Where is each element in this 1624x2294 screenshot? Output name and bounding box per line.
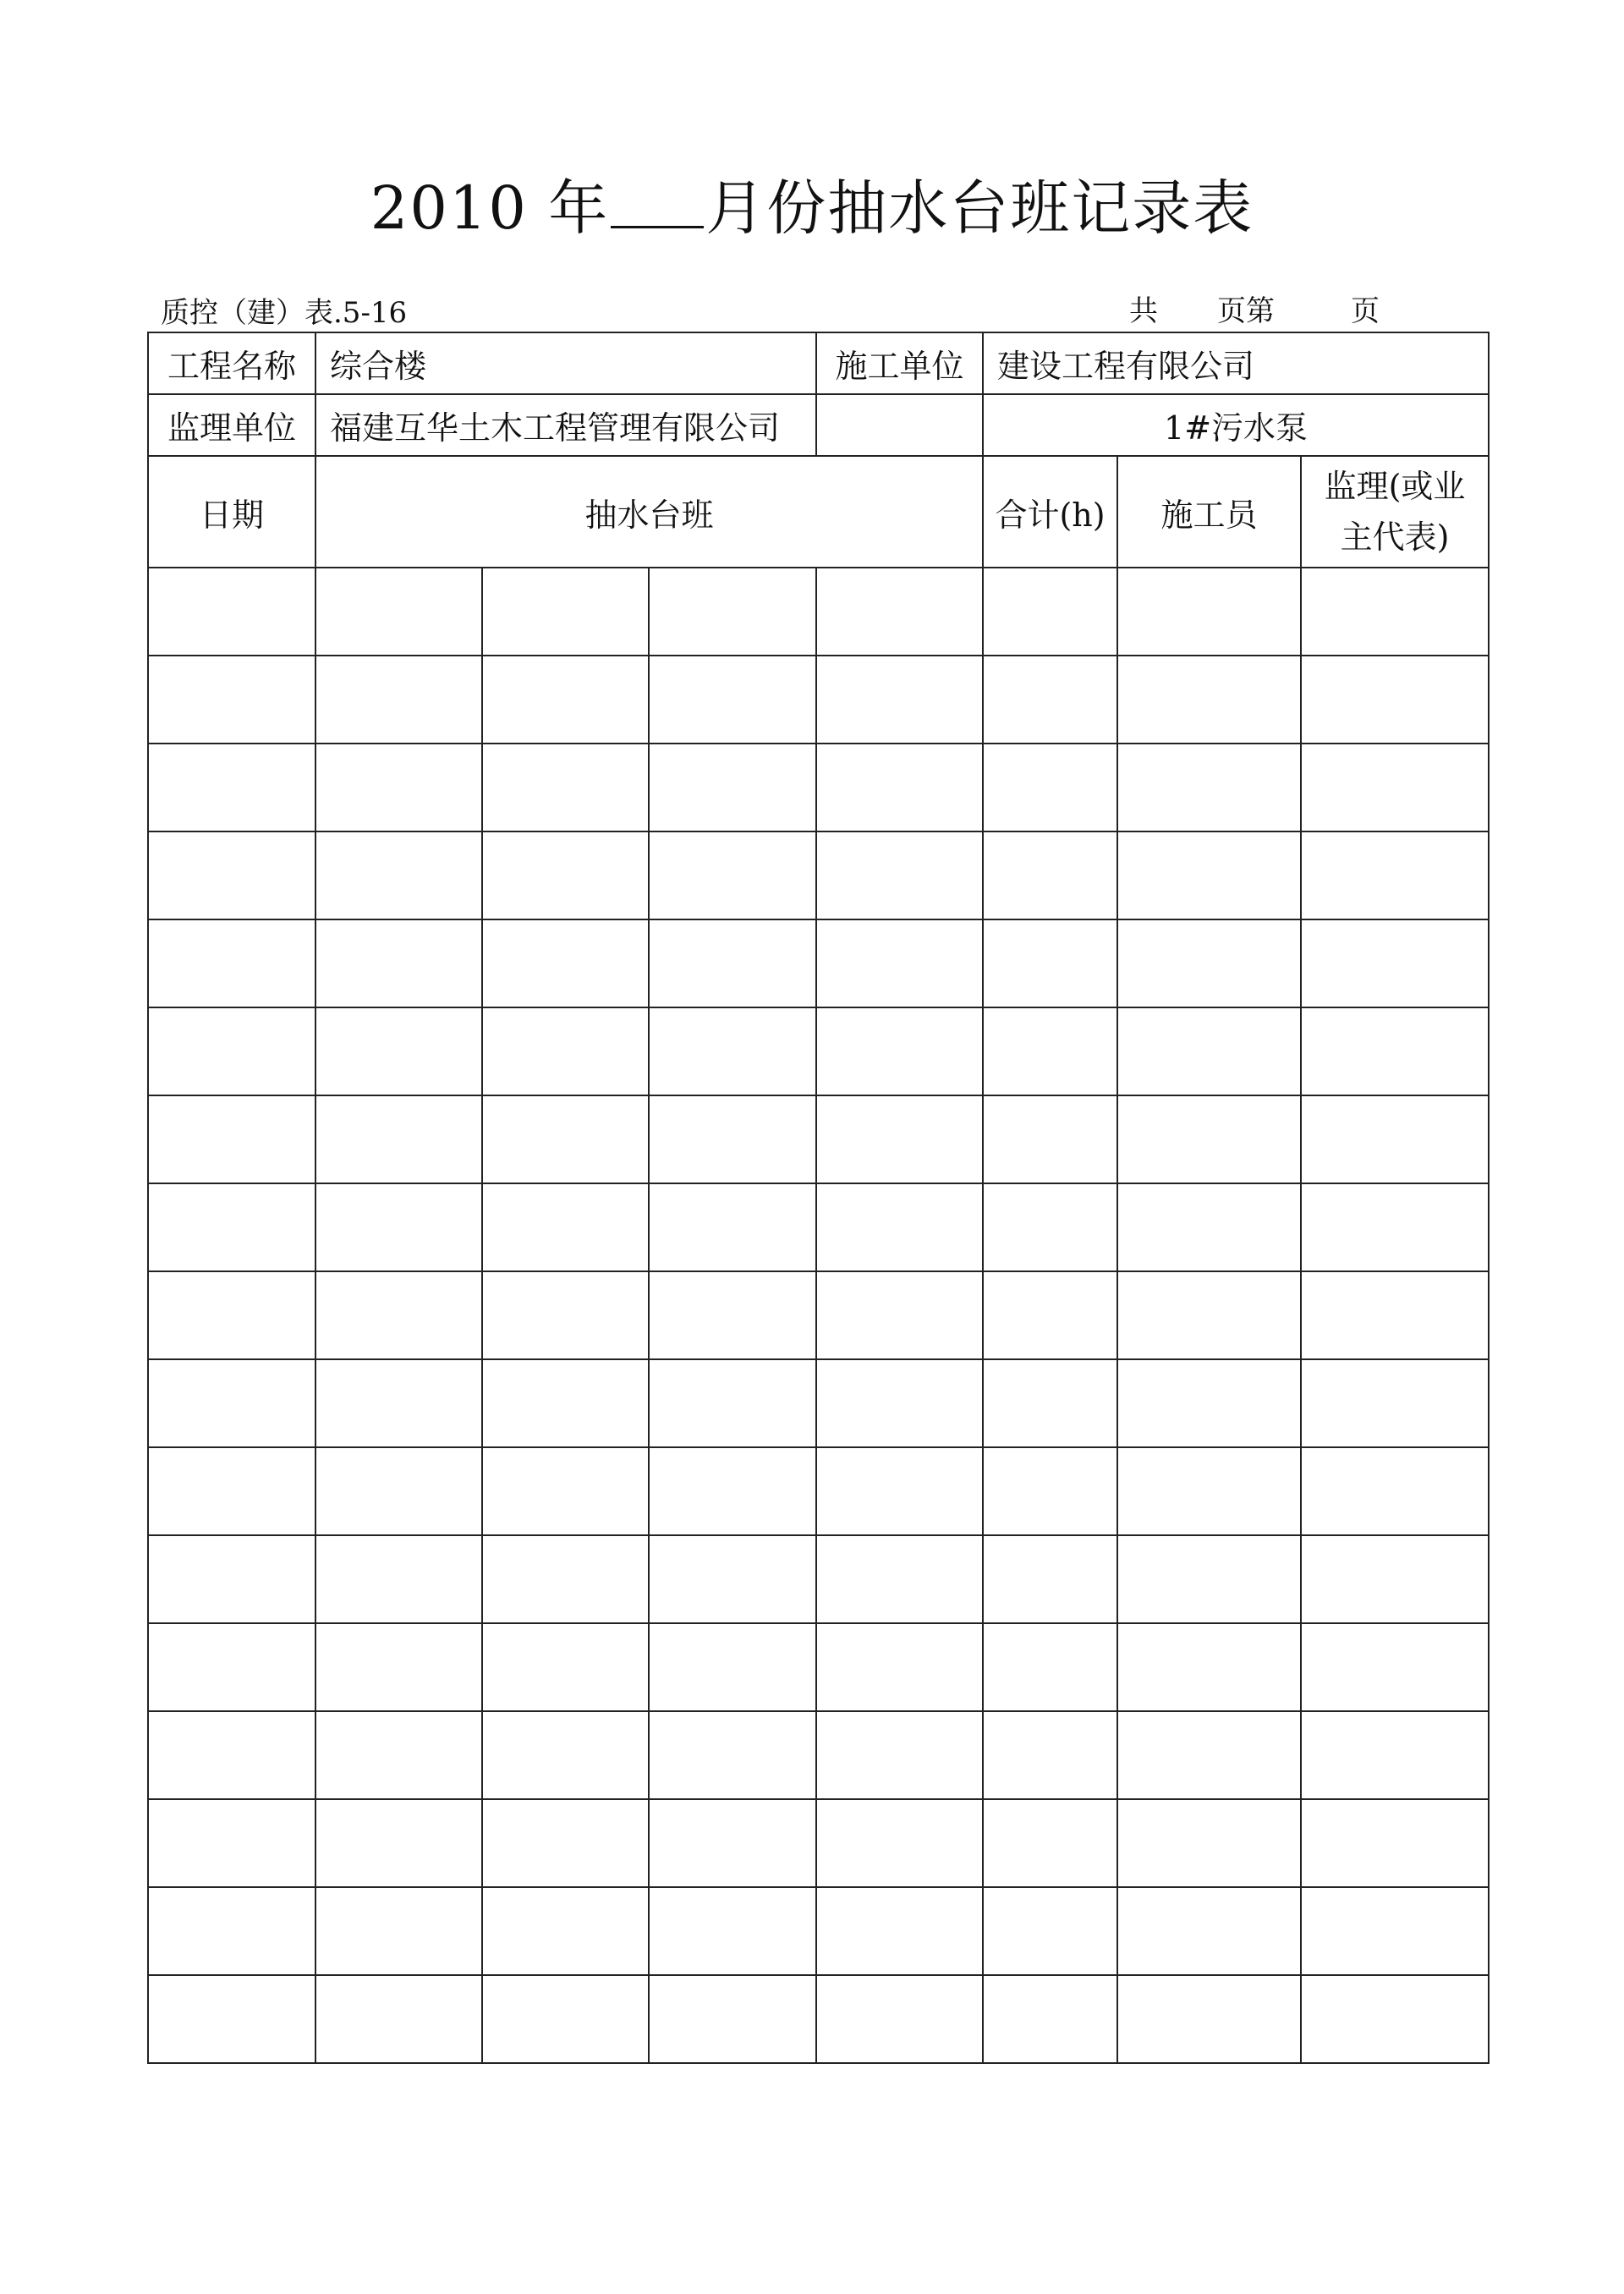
shift-cell-1[interactable]	[315, 831, 482, 919]
date-cell[interactable]	[148, 1975, 315, 2063]
shift-cell-3[interactable]	[649, 1799, 816, 1887]
shift-cell-4[interactable]	[816, 1535, 983, 1623]
total-hours-cell[interactable]	[983, 1535, 1117, 1623]
supervisor-unit-value[interactable]: 福建互华土木工程管理有限公司	[315, 394, 816, 456]
date-cell[interactable]	[148, 1359, 315, 1447]
total-hours-cell[interactable]	[983, 1711, 1117, 1799]
page-title	[0, 161, 1624, 246]
shift-cell-2[interactable]	[482, 744, 649, 831]
table-row	[148, 1887, 1489, 1975]
shift-cell-3[interactable]	[649, 744, 816, 831]
contractor-value[interactable]: 建设工程有限公司	[983, 332, 1489, 394]
date-cell[interactable]	[148, 1183, 315, 1271]
supervisor-cell[interactable]	[1301, 1623, 1489, 1711]
shift-cell-1[interactable]	[315, 744, 482, 831]
shift-cell-4[interactable]	[816, 568, 983, 656]
date-cell[interactable]	[148, 1447, 315, 1535]
shift-cell-2[interactable]	[482, 656, 649, 744]
shift-cell-3[interactable]	[649, 1447, 816, 1535]
worker-cell[interactable]	[1117, 1799, 1301, 1887]
table-row	[148, 568, 1489, 656]
worker-cell[interactable]	[1117, 744, 1301, 831]
supervisor-cell[interactable]	[1301, 656, 1489, 744]
worker-cell[interactable]	[1117, 1095, 1301, 1183]
pump-name-value[interactable]: 1#污水泵	[983, 394, 1489, 456]
date-cell[interactable]	[148, 1535, 315, 1623]
col-header-supervisor	[1301, 456, 1489, 568]
shift-cell-2[interactable]	[482, 919, 649, 1007]
date-cell[interactable]	[148, 568, 315, 656]
shift-cell-2[interactable]	[482, 1623, 649, 1711]
date-cell[interactable]	[148, 1623, 315, 1711]
worker-cell[interactable]	[1117, 1271, 1301, 1359]
shift-cell-4[interactable]	[816, 1447, 983, 1535]
col-header-date: 日期	[148, 456, 315, 568]
shift-cell-2[interactable]	[482, 1007, 649, 1095]
shift-cell-2[interactable]	[482, 1711, 649, 1799]
shift-cell-3[interactable]	[649, 1183, 816, 1271]
col-header-supervisor-line2: 主代表)	[1340, 519, 1450, 556]
table-row	[148, 1095, 1489, 1183]
shift-cell-2[interactable]	[482, 1887, 649, 1975]
shift-cell-4[interactable]	[816, 1887, 983, 1975]
shift-cell-1[interactable]	[315, 1095, 482, 1183]
supervisor-cell[interactable]	[1301, 1711, 1489, 1799]
empty-cell[interactable]	[816, 394, 983, 456]
col-header-total: 合计(h)	[983, 456, 1117, 568]
shift-cell-1[interactable]	[315, 1887, 482, 1975]
worker-cell[interactable]	[1117, 1183, 1301, 1271]
page-counter	[1129, 288, 1380, 329]
project-name-value[interactable]: 综合楼	[315, 332, 816, 394]
shift-cell-3[interactable]	[649, 919, 816, 1007]
table-row	[148, 744, 1489, 831]
total-hours-cell[interactable]	[983, 1623, 1117, 1711]
shift-cell-4[interactable]	[816, 1271, 983, 1359]
shift-cell-4[interactable]	[816, 919, 983, 1007]
total-hours-cell[interactable]	[983, 744, 1117, 831]
table-row	[148, 1183, 1489, 1271]
shift-cell-1[interactable]	[315, 1183, 482, 1271]
worker-cell[interactable]	[1117, 1535, 1301, 1623]
supervisor-cell[interactable]	[1301, 744, 1489, 831]
shift-cell-1[interactable]	[315, 568, 482, 656]
title-rest: 月份抽水台班记录表	[705, 173, 1254, 243]
supervisor-cell[interactable]	[1301, 1359, 1489, 1447]
shift-cell-4[interactable]	[816, 1799, 983, 1887]
total-hours-cell[interactable]	[983, 656, 1117, 744]
title-year: 2010 年	[370, 173, 610, 243]
shift-cell-1[interactable]	[315, 656, 482, 744]
worker-cell[interactable]	[1117, 1007, 1301, 1095]
supervisor-cell[interactable]	[1301, 1095, 1489, 1183]
shift-cell-3[interactable]	[649, 831, 816, 919]
project-name-label: 工程名称	[148, 332, 315, 394]
date-cell[interactable]	[148, 1007, 315, 1095]
table-row	[148, 1975, 1489, 2063]
shift-cell-3[interactable]	[649, 1535, 816, 1623]
shift-cell-3[interactable]	[649, 1975, 816, 2063]
table-row	[148, 1711, 1489, 1799]
total-hours-cell[interactable]	[983, 1799, 1117, 1887]
shift-cell-4[interactable]	[816, 744, 983, 831]
supervisor-cell[interactable]	[1301, 1535, 1489, 1623]
shift-cell-1[interactable]	[315, 1535, 482, 1623]
page-number-label: 页第	[1217, 294, 1275, 328]
shift-cell-2[interactable]	[482, 1271, 649, 1359]
col-header-shifts: 抽水台班	[315, 456, 983, 568]
table-row	[148, 919, 1489, 1007]
table-row	[148, 831, 1489, 919]
shift-cell-1[interactable]	[315, 1799, 482, 1887]
shift-cell-3[interactable]	[649, 568, 816, 656]
worker-cell[interactable]	[1117, 568, 1301, 656]
table-row	[148, 1535, 1489, 1623]
shift-cell-3[interactable]	[649, 1007, 816, 1095]
shift-cell-3[interactable]	[649, 656, 816, 744]
table-row	[148, 1359, 1489, 1447]
total-hours-cell[interactable]	[983, 1007, 1117, 1095]
date-cell[interactable]	[148, 656, 315, 744]
column-header-row	[148, 456, 1489, 568]
col-header-worker: 施工员	[1117, 456, 1301, 568]
shift-cell-1[interactable]	[315, 1623, 482, 1711]
supervisor-cell[interactable]	[1301, 1799, 1489, 1887]
total-hours-cell[interactable]	[983, 1447, 1117, 1535]
month-blank[interactable]	[611, 182, 704, 228]
info-row-supervisor	[148, 394, 1489, 456]
shift-cell-1[interactable]	[315, 1447, 482, 1535]
table-row	[148, 1799, 1489, 1887]
table-row	[148, 1623, 1489, 1711]
date-cell[interactable]	[148, 1711, 315, 1799]
date-cell[interactable]	[148, 1095, 315, 1183]
total-hours-cell[interactable]	[983, 1359, 1117, 1447]
worker-cell[interactable]	[1117, 1359, 1301, 1447]
shift-cell-3[interactable]	[649, 1711, 816, 1799]
shift-cell-4[interactable]	[816, 831, 983, 919]
table-row	[148, 1447, 1489, 1535]
record-table	[147, 332, 1490, 2064]
shift-cell-4[interactable]	[816, 1007, 983, 1095]
shift-cell-2[interactable]	[482, 1799, 649, 1887]
worker-cell[interactable]	[1117, 831, 1301, 919]
table-row	[148, 1007, 1489, 1095]
shift-cell-4[interactable]	[816, 1359, 983, 1447]
worker-cell[interactable]	[1117, 656, 1301, 744]
worker-cell[interactable]	[1117, 919, 1301, 1007]
supervisor-cell[interactable]	[1301, 1447, 1489, 1535]
shift-cell-4[interactable]	[816, 1711, 983, 1799]
supervisor-cell[interactable]	[1301, 1183, 1489, 1271]
supervisor-cell[interactable]	[1301, 1887, 1489, 1975]
date-cell[interactable]	[148, 919, 315, 1007]
total-hours-cell[interactable]	[983, 1887, 1117, 1975]
date-cell[interactable]	[148, 831, 315, 919]
supervisor-cell[interactable]	[1301, 831, 1489, 919]
worker-cell[interactable]	[1117, 1975, 1301, 2063]
supervisor-cell[interactable]	[1301, 919, 1489, 1007]
total-hours-cell[interactable]	[983, 1095, 1117, 1183]
shift-cell-1[interactable]	[315, 1975, 482, 2063]
shift-cell-1[interactable]	[315, 1271, 482, 1359]
total-pages-label: 共	[1129, 294, 1158, 328]
total-hours-cell[interactable]	[983, 568, 1117, 656]
shift-cell-1[interactable]	[315, 1711, 482, 1799]
table-row	[148, 1271, 1489, 1359]
total-hours-cell[interactable]	[983, 1975, 1117, 2063]
shift-cell-2[interactable]	[482, 1095, 649, 1183]
shift-cell-1[interactable]	[315, 1007, 482, 1095]
shift-cell-2[interactable]	[482, 1359, 649, 1447]
supervisor-cell[interactable]	[1301, 1975, 1489, 2063]
shift-cell-1[interactable]	[315, 1359, 482, 1447]
supervisor-cell[interactable]	[1301, 1007, 1489, 1095]
form-code: 质控（建）表.5-16	[161, 296, 408, 330]
total-hours-cell[interactable]	[983, 831, 1117, 919]
date-cell[interactable]	[148, 1799, 315, 1887]
shift-cell-4[interactable]	[816, 1623, 983, 1711]
shift-cell-2[interactable]	[482, 1183, 649, 1271]
supervisor-unit-label: 监理单位	[148, 394, 315, 456]
shift-cell-2[interactable]	[482, 1975, 649, 2063]
info-row-project	[148, 332, 1489, 394]
worker-cell[interactable]	[1117, 1711, 1301, 1799]
shift-cell-2[interactable]	[482, 831, 649, 919]
col-header-supervisor-line1: 监理(或业	[1324, 468, 1466, 505]
shift-cell-4[interactable]	[816, 656, 983, 744]
supervisor-cell[interactable]	[1301, 1271, 1489, 1359]
shift-cell-2[interactable]	[482, 1535, 649, 1623]
page-end-label: 页	[1351, 294, 1380, 328]
total-hours-cell[interactable]	[983, 919, 1117, 1007]
shift-cell-3[interactable]	[649, 1887, 816, 1975]
date-cell[interactable]	[148, 1887, 315, 1975]
date-cell[interactable]	[148, 744, 315, 831]
shift-cell-1[interactable]	[315, 919, 482, 1007]
shift-cell-4[interactable]	[816, 1183, 983, 1271]
shift-cell-3[interactable]	[649, 1623, 816, 1711]
date-cell[interactable]	[148, 1271, 315, 1359]
worker-cell[interactable]	[1117, 1623, 1301, 1711]
shift-cell-4[interactable]	[816, 1975, 983, 2063]
shift-cell-3[interactable]	[649, 1359, 816, 1447]
shift-cell-2[interactable]	[482, 1447, 649, 1535]
shift-cell-3[interactable]	[649, 1271, 816, 1359]
worker-cell[interactable]	[1117, 1887, 1301, 1975]
contractor-label: 施工单位	[816, 332, 983, 394]
shift-cell-3[interactable]	[649, 1095, 816, 1183]
total-hours-cell[interactable]	[983, 1271, 1117, 1359]
table-row	[148, 656, 1489, 744]
supervisor-cell[interactable]	[1301, 568, 1489, 656]
worker-cell[interactable]	[1117, 1447, 1301, 1535]
total-hours-cell[interactable]	[983, 1183, 1117, 1271]
shift-cell-4[interactable]	[816, 1095, 983, 1183]
shift-cell-2[interactable]	[482, 568, 649, 656]
